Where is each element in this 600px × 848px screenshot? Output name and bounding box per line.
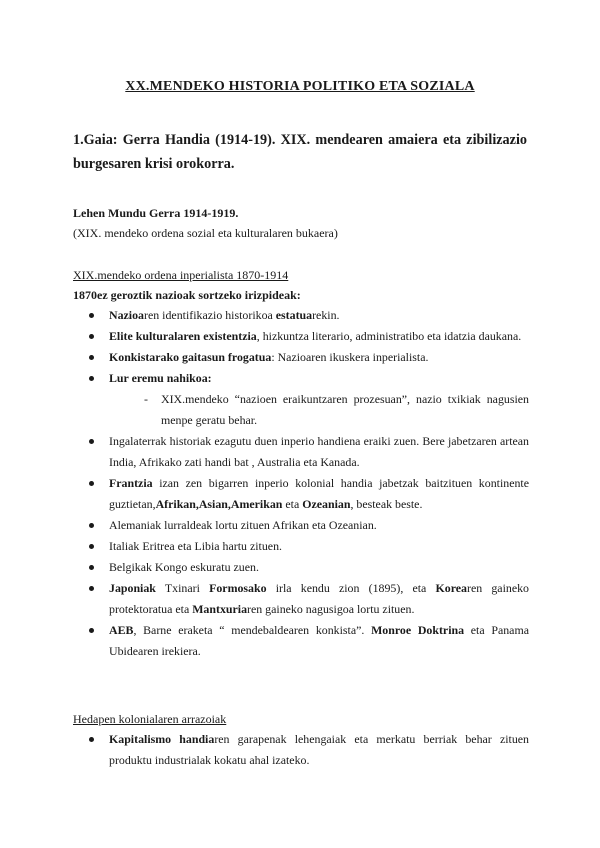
sub-list-item: - XIX.mendeko “nazioen eraikuntzaren prozesuan”, nazio txikiak nagusien menpe geratu behar. [109, 389, 529, 431]
colonial-section [73, 709, 529, 771]
imperial-intro: 1870ez geroztik nazioak sortzeko irizpideak: [73, 288, 301, 302]
sub-list [109, 389, 529, 431]
list-item: Frantzia izan zen bigarren inperio kolonial handia jabetzak baitzituen kontinente guztietan,Afrikan,Asian,Amerikan eta Ozeanian, besteak beste. [73, 473, 529, 515]
document-title: XX.MENDEKO HISTORIA POLITIKO ETA SOZIALA [125, 79, 475, 94]
list-item: Kapitalismo handiaren garapenak lehengaiak eta merkatu berriak behar zituen produktu industrialak kokatu ahal izateko. [73, 729, 529, 771]
list-item: Japoniak Txinari Formosako irla kendu zion (1895), eta Korearen gaineko protektoratua eta Mantxuriaren gaineko nagusigoa lortu zituen. [73, 578, 529, 620]
colonial-list [73, 729, 529, 771]
war-section [73, 203, 529, 243]
chapter-heading: 1.Gaia: Gerra Handia (1914-19). XIX. mendearen amaiera eta zibilizazio burgesaren krisi orokorra. [73, 132, 527, 172]
war-subtitle: (XIX. mendeko ordena sozial eta kulturalaren bukaera) [73, 226, 338, 240]
list-item: Italiak Eritrea eta Libia hartu zituen. [73, 536, 529, 557]
list-item: Lur eremu nahikoa: - XIX.mendeko “nazioen eraikuntzaren prozesuan”, nazio txikiak nagusien menpe geratu behar. [73, 368, 529, 431]
imperial-heading: XIX.mendeko ordena inperialista 1870-1914 [73, 268, 289, 282]
list-item: Elite kulturalaren existentzia, hizkuntza literario, administratibo eta idatzia daukana. [73, 326, 529, 347]
list-item: Konkistarako gaitasun frogatua: Nazioaren ikuskera inperialista. [73, 347, 529, 368]
list-item: Nazioaren identifikazio historikoa estatuarekin. [73, 305, 529, 326]
imperial-list [73, 305, 529, 662]
imperial-section [73, 265, 529, 662]
list-item: Belgikak Kongo eskuratu zuen. [73, 557, 529, 578]
war-heading: Lehen Mundu Gerra 1914-1919. [73, 206, 239, 220]
list-item: AEB, Barne eraketa “ mendebaldearen konkista”. Monroe Doktrina eta Panama Ubidearen irekiera. [73, 620, 529, 662]
list-item: Ingalaterrak historiak ezagutu duen inperio handiena eraiki zuen. Bere jabetzaren artean India, Afrikako zati handi bat , Australia eta Kanada. [73, 431, 529, 473]
colonial-heading: Hedapen kolonialaren arrazoiak [73, 712, 227, 726]
list-item: Alemaniak lurraldeak lortu zituen Afrikan eta Ozeanian. [73, 515, 529, 536]
